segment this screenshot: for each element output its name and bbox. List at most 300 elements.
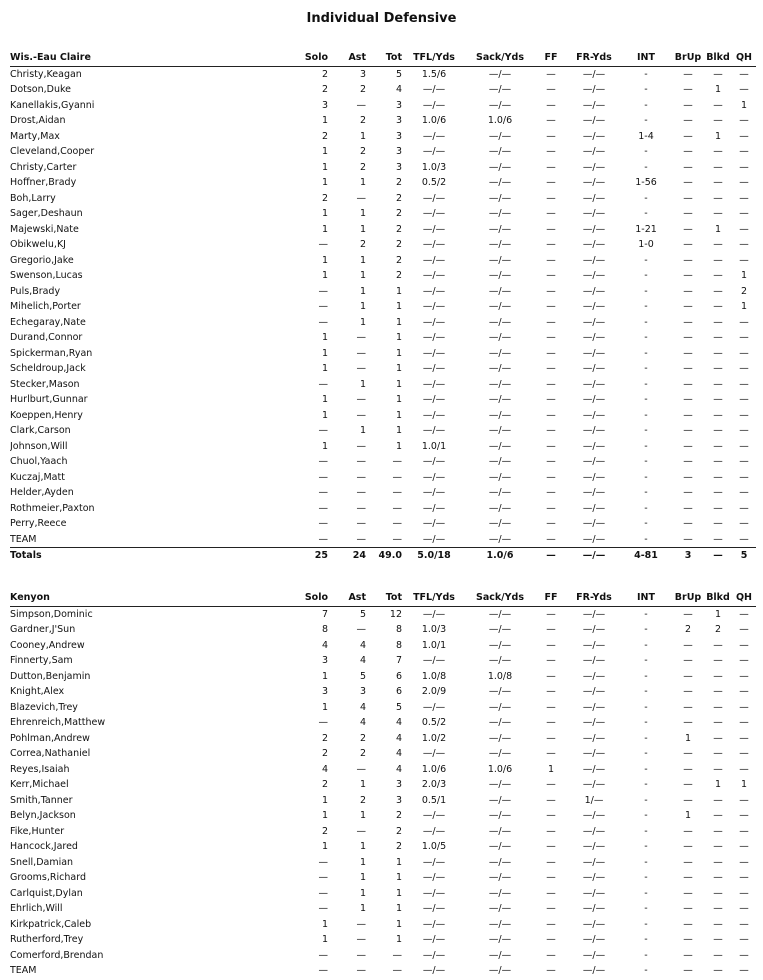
stat-cell: —/— bbox=[582, 779, 606, 790]
team2-section bbox=[10, 590, 756, 979]
stat-cell: 2 bbox=[359, 161, 366, 173]
table-row bbox=[10, 144, 756, 160]
table-row bbox=[10, 98, 756, 114]
stat-cell: —/— bbox=[582, 841, 606, 852]
stat-cell: 1 bbox=[359, 177, 366, 188]
stat-cell: — bbox=[713, 471, 723, 483]
stat-cell: —/— bbox=[582, 471, 606, 483]
stat-cell: — bbox=[546, 254, 556, 266]
stat-cell: —/— bbox=[422, 887, 446, 899]
stat-cell: 4 bbox=[395, 732, 402, 744]
stat-cell: 0.5/2 bbox=[421, 717, 447, 728]
stat-cell: — bbox=[546, 301, 556, 312]
stat-cell: — bbox=[739, 440, 749, 452]
stat-cell: —/— bbox=[488, 949, 512, 961]
stat-cell: — bbox=[546, 84, 556, 95]
stat-cell: 1 bbox=[740, 99, 748, 111]
table-row bbox=[10, 191, 756, 207]
stat-cell: —/— bbox=[422, 378, 446, 390]
stat-cell: 1-4 bbox=[638, 130, 654, 142]
column-header-tot: Tot bbox=[366, 590, 402, 606]
stat-cell: —/— bbox=[422, 810, 446, 821]
stat-cell: —/— bbox=[582, 918, 606, 930]
stat-cell: —/— bbox=[582, 239, 606, 250]
stat-cell: —/— bbox=[582, 856, 606, 868]
stat-cell: — bbox=[392, 471, 402, 483]
stat-cell: — bbox=[546, 624, 556, 635]
stat-cell: — bbox=[683, 254, 693, 266]
stat-cell: — bbox=[739, 208, 749, 219]
stat-cell: — bbox=[683, 316, 693, 328]
table-row bbox=[10, 532, 756, 548]
stat-cell: — bbox=[546, 717, 556, 728]
stat-cell: —/— bbox=[582, 177, 606, 188]
stat-cell: - bbox=[644, 471, 648, 483]
stat-cell: —/— bbox=[582, 270, 606, 281]
stat-cell: — bbox=[356, 99, 366, 111]
stat-cell: - bbox=[644, 810, 648, 821]
stat-cell: — bbox=[546, 270, 556, 281]
stat-cell: — bbox=[739, 347, 749, 359]
stat-cell: 1 bbox=[321, 794, 328, 806]
stat-cell: — bbox=[713, 903, 723, 914]
player-name: Snell,Damian bbox=[10, 856, 74, 868]
stat-cell: — bbox=[683, 161, 693, 173]
stat-cell: - bbox=[644, 701, 648, 713]
stat-cell: —/— bbox=[488, 363, 512, 374]
stat-cell: 4 bbox=[395, 748, 402, 759]
stat-cell: —/— bbox=[422, 903, 446, 914]
stat-cell: - bbox=[644, 347, 648, 359]
stat-cell: 4 bbox=[395, 717, 402, 728]
stat-cell: - bbox=[644, 608, 648, 620]
stat-cell: 1.0/2 bbox=[421, 732, 447, 744]
stat-cell: 1 bbox=[359, 872, 366, 883]
stat-cell: —/— bbox=[422, 394, 446, 405]
stat-cell: —/— bbox=[488, 316, 512, 328]
stat-cell: — bbox=[713, 856, 723, 868]
stat-cell: — bbox=[683, 239, 693, 250]
stat-cell: — bbox=[739, 518, 749, 529]
stat-cell: — bbox=[704, 548, 732, 564]
stat-cell: 1.0/8 bbox=[421, 670, 447, 682]
stat-cell: — bbox=[356, 825, 366, 837]
stat-cell: - bbox=[644, 686, 648, 697]
stat-cell: 6 bbox=[395, 686, 402, 697]
player-name: TEAM bbox=[10, 533, 37, 545]
stat-cell: 1 bbox=[321, 115, 328, 126]
stat-cell: —/— bbox=[582, 670, 606, 682]
stat-cell: — bbox=[546, 608, 556, 620]
stat-cell: — bbox=[739, 810, 749, 821]
stat-cell: — bbox=[318, 887, 328, 899]
stat-cell: — bbox=[318, 903, 328, 914]
player-name: Perry,Reece bbox=[10, 518, 67, 529]
stat-cell: 1 bbox=[321, 701, 328, 713]
stat-cell: — bbox=[546, 732, 556, 744]
stat-cell: —/— bbox=[422, 363, 446, 374]
stat-cell: — bbox=[546, 223, 556, 235]
stat-cell: — bbox=[713, 425, 723, 436]
table-row bbox=[10, 408, 756, 424]
stat-cell: — bbox=[713, 518, 723, 529]
stat-cell: — bbox=[713, 533, 723, 545]
stat-cell: 1.0/5 bbox=[421, 841, 447, 852]
stat-cell: — bbox=[739, 748, 749, 759]
stat-cell: — bbox=[683, 533, 693, 545]
stat-cell: 3 bbox=[395, 779, 402, 790]
stat-cell: — bbox=[546, 810, 556, 821]
player-name: Carlquist,Dylan bbox=[10, 887, 83, 899]
stat-cell: — bbox=[356, 347, 366, 359]
stat-cell: - bbox=[644, 68, 648, 80]
stat-cell: — bbox=[683, 115, 693, 126]
stat-cell: 1 bbox=[547, 763, 555, 775]
stat-cell: — bbox=[739, 425, 749, 436]
stat-cell: — bbox=[739, 68, 749, 80]
stat-cell: — bbox=[739, 701, 749, 713]
team1-section bbox=[10, 50, 756, 564]
stat-cell: — bbox=[683, 270, 693, 281]
stat-cell: — bbox=[739, 394, 749, 405]
stat-cell: —/— bbox=[488, 456, 512, 467]
player-name: Hurlburt,Gunnar bbox=[10, 394, 88, 405]
stat-cell: 1.0/8 bbox=[487, 670, 513, 682]
stat-cell: 2 bbox=[395, 177, 402, 188]
table-row bbox=[10, 746, 756, 762]
stat-cell: — bbox=[739, 856, 749, 868]
stat-cell: 1.0/6 bbox=[466, 548, 534, 564]
table-row bbox=[10, 330, 756, 346]
stat-cell: —/— bbox=[422, 533, 446, 545]
stat-cell: 1 bbox=[359, 903, 366, 914]
stat-cell: 1 bbox=[359, 856, 366, 868]
stat-cell: — bbox=[546, 949, 556, 961]
stat-cell: —/— bbox=[488, 533, 512, 545]
table-row bbox=[10, 808, 756, 824]
stat-cell: — bbox=[683, 456, 693, 467]
player-name: Hoffner,Brady bbox=[10, 177, 77, 188]
stat-cell: —/— bbox=[582, 409, 606, 421]
stat-cell: 1-56 bbox=[635, 177, 657, 188]
stat-cell: —/— bbox=[422, 456, 446, 467]
stat-cell: 1 bbox=[321, 332, 328, 343]
stat-cell: — bbox=[392, 533, 402, 545]
stat-cell: — bbox=[739, 949, 749, 961]
stat-cell: 2 bbox=[395, 254, 402, 266]
stat-cell: —/— bbox=[488, 518, 512, 529]
stat-cell: 1 bbox=[359, 841, 366, 852]
stat-cell: — bbox=[356, 487, 366, 498]
column-header-fr-yds: FR-Yds bbox=[568, 590, 620, 606]
table-row bbox=[10, 160, 756, 176]
stat-cell: —/— bbox=[488, 624, 512, 635]
stat-cell: — bbox=[683, 301, 693, 312]
stat-cell: - bbox=[644, 732, 648, 744]
player-name: Stecker,Mason bbox=[10, 378, 80, 390]
stat-cell: 1 bbox=[359, 270, 366, 281]
stat-cell: 5 bbox=[359, 608, 366, 620]
stat-cell: — bbox=[683, 177, 693, 188]
stat-cell: — bbox=[713, 841, 723, 852]
stat-cell: - bbox=[644, 456, 648, 467]
table-row bbox=[10, 870, 756, 886]
stat-cell: - bbox=[644, 363, 648, 374]
stat-cell: — bbox=[683, 794, 693, 806]
stat-cell: - bbox=[644, 161, 648, 173]
stat-cell: 3 bbox=[395, 115, 402, 126]
stat-cell: 1.0/6 bbox=[487, 763, 513, 775]
stat-cell: — bbox=[318, 378, 328, 390]
player-name: Boh,Larry bbox=[10, 192, 56, 204]
team-name-header: Kenyon bbox=[10, 590, 268, 606]
stat-cell: 5 bbox=[395, 68, 402, 80]
stat-cell: 2 bbox=[359, 239, 366, 250]
table-row bbox=[10, 669, 756, 685]
table-row bbox=[10, 346, 756, 362]
stat-cell: — bbox=[739, 239, 749, 250]
stat-cell: 7 bbox=[395, 655, 402, 666]
stat-cell: - bbox=[644, 518, 648, 529]
stat-cell: — bbox=[546, 316, 556, 328]
stat-cell: — bbox=[534, 548, 568, 564]
stat-cell: 1 bbox=[321, 270, 328, 281]
stat-cell: — bbox=[713, 363, 723, 374]
stat-cell: — bbox=[546, 748, 556, 759]
stat-cell: — bbox=[546, 965, 556, 976]
stat-cell: — bbox=[713, 686, 723, 697]
stat-cell: - bbox=[644, 533, 648, 545]
stat-cell: 5 bbox=[395, 701, 402, 713]
stat-cell: — bbox=[713, 965, 723, 976]
player-name: Rutherford,Trey bbox=[10, 934, 84, 945]
player-name: Hancock,Jared bbox=[10, 841, 78, 852]
stat-cell: — bbox=[356, 192, 366, 204]
stat-cell: —/— bbox=[582, 363, 606, 374]
stat-cell: —/— bbox=[582, 748, 606, 759]
stat-cell: 1 bbox=[395, 332, 402, 343]
stat-cell: —/— bbox=[422, 502, 446, 514]
stat-cell: - bbox=[644, 316, 648, 328]
player-name: Echegaray,Nate bbox=[10, 316, 86, 328]
stat-cell: — bbox=[546, 903, 556, 914]
team1-table bbox=[10, 50, 756, 564]
stat-cell: — bbox=[739, 717, 749, 728]
stat-cell: — bbox=[392, 456, 402, 467]
stat-cell: — bbox=[546, 655, 556, 666]
stat-cell: - bbox=[644, 487, 648, 498]
table-row bbox=[10, 963, 756, 979]
stat-cell: 3 bbox=[395, 794, 402, 806]
stat-cell: —/— bbox=[582, 872, 606, 883]
stat-cell: —/— bbox=[582, 639, 606, 651]
stat-cell: — bbox=[739, 965, 749, 976]
stat-cell: —/— bbox=[582, 285, 606, 297]
player-name: Obikwelu,KJ bbox=[10, 239, 66, 250]
stat-cell: 1.5/6 bbox=[421, 68, 447, 80]
column-header-qh: QH bbox=[732, 50, 756, 66]
column-header-solo: Solo bbox=[268, 590, 328, 606]
stat-cell: 2 bbox=[395, 825, 402, 837]
stat-cell: —/— bbox=[488, 887, 512, 899]
stat-cell: — bbox=[546, 856, 556, 868]
table-row bbox=[10, 715, 756, 731]
stat-cell: — bbox=[713, 763, 723, 775]
stat-cell: — bbox=[546, 471, 556, 483]
player-name: Kirkpatrick,Caleb bbox=[10, 918, 92, 930]
stat-cell: 3 bbox=[359, 68, 366, 80]
stat-cell: - bbox=[644, 748, 648, 759]
column-header-ff: FF bbox=[534, 50, 568, 66]
stat-cell: — bbox=[392, 502, 402, 514]
stat-cell: —/— bbox=[488, 208, 512, 219]
player-name: Swenson,Lucas bbox=[10, 270, 83, 281]
stat-cell: —/— bbox=[422, 748, 446, 759]
stat-cell: —/— bbox=[488, 717, 512, 728]
stat-cell: — bbox=[739, 409, 749, 421]
stat-cell: — bbox=[713, 409, 723, 421]
stat-cell: — bbox=[713, 440, 723, 452]
stat-cell: —/— bbox=[582, 378, 606, 390]
stat-cell: 6 bbox=[395, 670, 402, 682]
stat-cell: —/— bbox=[582, 608, 606, 620]
stat-cell: 2 bbox=[395, 192, 402, 204]
stat-cell: — bbox=[739, 763, 749, 775]
stat-cell: — bbox=[318, 239, 328, 250]
stat-cell: 2 bbox=[395, 810, 402, 821]
stat-cell: —/— bbox=[422, 425, 446, 436]
stat-cell: - bbox=[644, 872, 648, 883]
stat-cell: —/— bbox=[488, 425, 512, 436]
stat-cell: 2 bbox=[321, 84, 328, 95]
stat-cell: - bbox=[644, 99, 648, 111]
stat-cell: 1 bbox=[321, 440, 328, 452]
stat-cell: — bbox=[318, 533, 328, 545]
stat-cell: —/— bbox=[422, 872, 446, 883]
stat-cell: — bbox=[713, 254, 723, 266]
stat-cell: — bbox=[739, 487, 749, 498]
stat-cell: 2 bbox=[321, 732, 328, 744]
table-row bbox=[10, 731, 756, 747]
player-name: Dutton,Benjamin bbox=[10, 670, 91, 682]
stat-cell: —/— bbox=[582, 192, 606, 204]
stat-cell: - bbox=[644, 717, 648, 728]
stat-cell: — bbox=[683, 518, 693, 529]
stat-cell: 1.0/6 bbox=[487, 115, 513, 126]
stat-cell: 1 bbox=[395, 887, 402, 899]
stat-cell: — bbox=[546, 887, 556, 899]
column-header-tot: Tot bbox=[366, 50, 402, 66]
stat-cell: — bbox=[739, 533, 749, 545]
stat-cell: —/— bbox=[488, 301, 512, 312]
stat-cell: — bbox=[683, 192, 693, 204]
stat-cell: — bbox=[683, 502, 693, 514]
stat-cell: — bbox=[318, 487, 328, 498]
stat-cell: — bbox=[713, 949, 723, 961]
stat-cell: 1 bbox=[359, 425, 366, 436]
stat-cell: — bbox=[713, 810, 723, 821]
stat-cell: —/— bbox=[488, 934, 512, 945]
stat-cell: 4 bbox=[359, 717, 366, 728]
stat-cell: —/— bbox=[488, 872, 512, 883]
player-name: Fike,Hunter bbox=[10, 825, 65, 837]
stat-cell: — bbox=[713, 394, 723, 405]
stat-cell: — bbox=[683, 68, 693, 80]
stat-cell: 2.0/9 bbox=[421, 686, 447, 697]
stat-cell: - bbox=[644, 409, 648, 421]
stat-cell: — bbox=[713, 68, 723, 80]
page-title: Individual Defensive bbox=[306, 11, 457, 26]
player-name: Clark,Carson bbox=[10, 425, 71, 436]
stat-cell: — bbox=[318, 949, 328, 961]
stat-cell: 0.5/1 bbox=[421, 794, 447, 806]
stat-cell: 1 bbox=[321, 347, 328, 359]
stat-cell: — bbox=[713, 301, 723, 312]
stat-cell: — bbox=[546, 686, 556, 697]
stat-cell: —/— bbox=[488, 471, 512, 483]
stat-cell: 2 bbox=[740, 285, 748, 297]
stat-cell: —/— bbox=[582, 161, 606, 173]
stat-cell: — bbox=[713, 285, 723, 297]
table-row bbox=[10, 824, 756, 840]
stat-cell: — bbox=[392, 487, 402, 498]
column-header-ff: FF bbox=[534, 590, 568, 606]
stat-cell: — bbox=[683, 223, 693, 235]
stat-cell: — bbox=[546, 68, 556, 80]
table-row bbox=[10, 762, 756, 778]
player-name: Pohlman,Andrew bbox=[10, 732, 90, 744]
stat-cell: —/— bbox=[422, 332, 446, 343]
stat-cell: — bbox=[739, 254, 749, 266]
stat-cell: 1 bbox=[359, 301, 366, 312]
stat-cell: - bbox=[644, 655, 648, 666]
stat-cell: 3 bbox=[395, 99, 402, 111]
stat-cell: — bbox=[683, 779, 693, 790]
table-row bbox=[10, 299, 756, 315]
stat-cell: — bbox=[713, 639, 723, 651]
stat-cell: 5.0/18 bbox=[402, 548, 466, 564]
stat-cell: — bbox=[683, 841, 693, 852]
stat-cell: — bbox=[546, 701, 556, 713]
stat-cell: —/— bbox=[488, 254, 512, 266]
stat-cell: 1 bbox=[321, 223, 328, 235]
stat-cell: —/— bbox=[582, 825, 606, 837]
column-header-blkd: Blkd bbox=[704, 590, 732, 606]
stat-cell: —/— bbox=[422, 99, 446, 111]
stat-cell: — bbox=[683, 99, 693, 111]
stat-cell: —/— bbox=[422, 701, 446, 713]
table-row bbox=[10, 470, 756, 486]
stat-cell: 1 bbox=[359, 887, 366, 899]
stat-cell: - bbox=[644, 394, 648, 405]
table-row bbox=[10, 501, 756, 517]
stat-cell: —/— bbox=[422, 518, 446, 529]
stat-cell: —/— bbox=[422, 918, 446, 930]
stat-cell: — bbox=[318, 717, 328, 728]
stat-cell: — bbox=[739, 502, 749, 514]
stat-cell: 1 bbox=[321, 934, 328, 945]
stat-cell: 2 bbox=[359, 115, 366, 126]
stat-cell: — bbox=[683, 748, 693, 759]
stat-cell: — bbox=[739, 378, 749, 390]
player-name: Ehrlich,Will bbox=[10, 903, 63, 914]
table-row bbox=[10, 439, 756, 455]
stat-cell: 3 bbox=[395, 130, 402, 142]
stat-cell: —/— bbox=[582, 810, 606, 821]
stat-cell: 1 bbox=[321, 161, 328, 173]
stat-cell: 1 bbox=[359, 316, 366, 328]
table-row bbox=[10, 315, 756, 331]
